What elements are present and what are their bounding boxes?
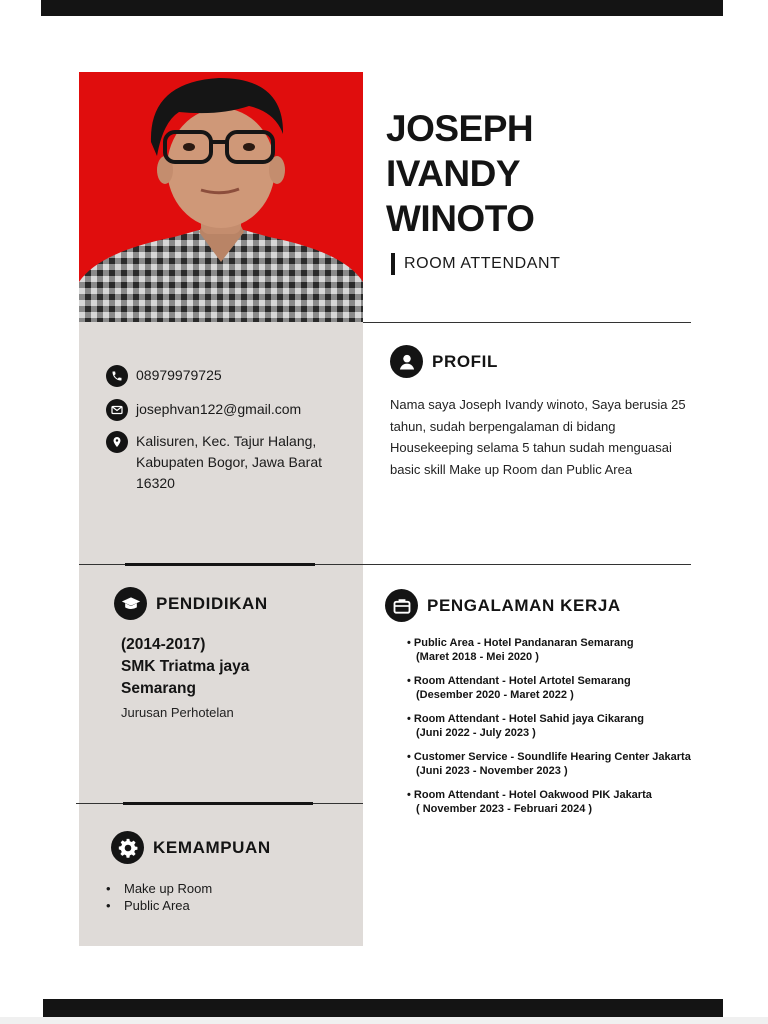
address <box>136 431 322 494</box>
list-item: • Make up Room <box>106 880 212 897</box>
email-address: josephvan122@gmail.com <box>136 401 302 417</box>
list-item <box>407 675 697 702</box>
bottom-strip <box>0 1017 768 1024</box>
job-period: ( November 2023 - Februari 2024 ) <box>416 802 593 815</box>
job-period: (Juni 2022 - July 2023 ) <box>416 726 536 739</box>
graduation-cap-icon <box>114 587 147 620</box>
section-pendidikan-heading <box>114 587 268 620</box>
gear-icon <box>111 831 144 864</box>
job-period: (Juni 2023 - November 2023 ) <box>416 764 568 777</box>
user-icon <box>390 345 423 378</box>
contact-phone <box>106 365 222 387</box>
bottom-bar <box>43 999 723 1017</box>
name-line-3: WINOTO <box>386 198 535 239</box>
job-period: (Maret 2018 - Mei 2020 ) <box>416 650 539 663</box>
address-line-1: Kalisuren, Kec. Tajur Halang, <box>136 433 317 449</box>
pengalaman-title: PENGALAMAN KERJA <box>427 595 621 615</box>
section-pengalaman-heading <box>385 589 621 622</box>
skills-list <box>106 880 212 914</box>
section-profil-heading <box>390 345 498 378</box>
role-accent-bar <box>391 253 395 275</box>
name-line-1: JOSEPH <box>386 108 534 149</box>
list-item <box>407 751 697 778</box>
full-name <box>386 106 534 241</box>
contact-email <box>106 399 301 421</box>
job-title: • Room Attendant - Hotel Oakwood PIK Jakarta <box>407 789 652 801</box>
divider-middle-accent <box>125 563 315 566</box>
person-portrait-illustration <box>79 72 363 322</box>
job-title: • Customer Service - Soundlife Hearing Center Jakarta <box>407 751 691 763</box>
list-item: • Public Area <box>106 897 212 914</box>
job-title: ROOM ATTENDANT <box>404 255 561 272</box>
kemampuan-title: KEMAMPUAN <box>153 837 271 857</box>
phone-number: 08979979725 <box>136 367 222 383</box>
education-years: (2014-2017) <box>121 636 206 653</box>
phone-icon <box>106 365 128 387</box>
list-item <box>407 789 697 816</box>
profil-description: Nama saya Joseph Ivandy winoto, Saya berusia 25 tahun, sudah berpengalaman di bidang Housekeeping selama 5 tahun sudah menguasai basic skill Make up Room dan Public Area <box>390 397 686 477</box>
address-line-3: 16320 <box>136 475 175 491</box>
name-line-2: IVANDY <box>386 153 521 194</box>
education-major: Jurusan Perhotelan <box>121 705 234 720</box>
school-name-line-2: Semarang <box>121 680 196 697</box>
profile-photo <box>79 72 363 322</box>
location-pin-icon <box>106 431 128 453</box>
divider-lower-accent <box>123 802 313 805</box>
school-name-line-1: SMK Triatma jaya <box>121 658 250 675</box>
profil-title: PROFIL <box>432 351 498 371</box>
job-period: (Desember 2020 - Maret 2022 ) <box>416 688 574 701</box>
briefcase-icon <box>385 589 418 622</box>
job-title: • Public Area - Hotel Pandanaran Semarang <box>407 637 634 649</box>
mail-icon <box>106 399 128 421</box>
contact-address <box>106 431 322 494</box>
section-kemampuan-heading <box>111 831 271 864</box>
top-bar <box>41 0 723 16</box>
pendidikan-title: PENDIDIKAN <box>156 593 268 613</box>
address-line-2: Kabupaten Bogor, Jawa Barat <box>136 454 323 470</box>
job-title: • Room Attendant - Hotel Artotel Semarang <box>407 675 631 687</box>
list-item <box>407 637 697 664</box>
job-title: • Room Attendant - Hotel Sahid jaya Cikarang <box>407 713 644 725</box>
work-experience-list <box>407 637 697 827</box>
divider-header <box>363 322 691 323</box>
education-entry <box>121 634 249 723</box>
list-item <box>407 713 697 740</box>
